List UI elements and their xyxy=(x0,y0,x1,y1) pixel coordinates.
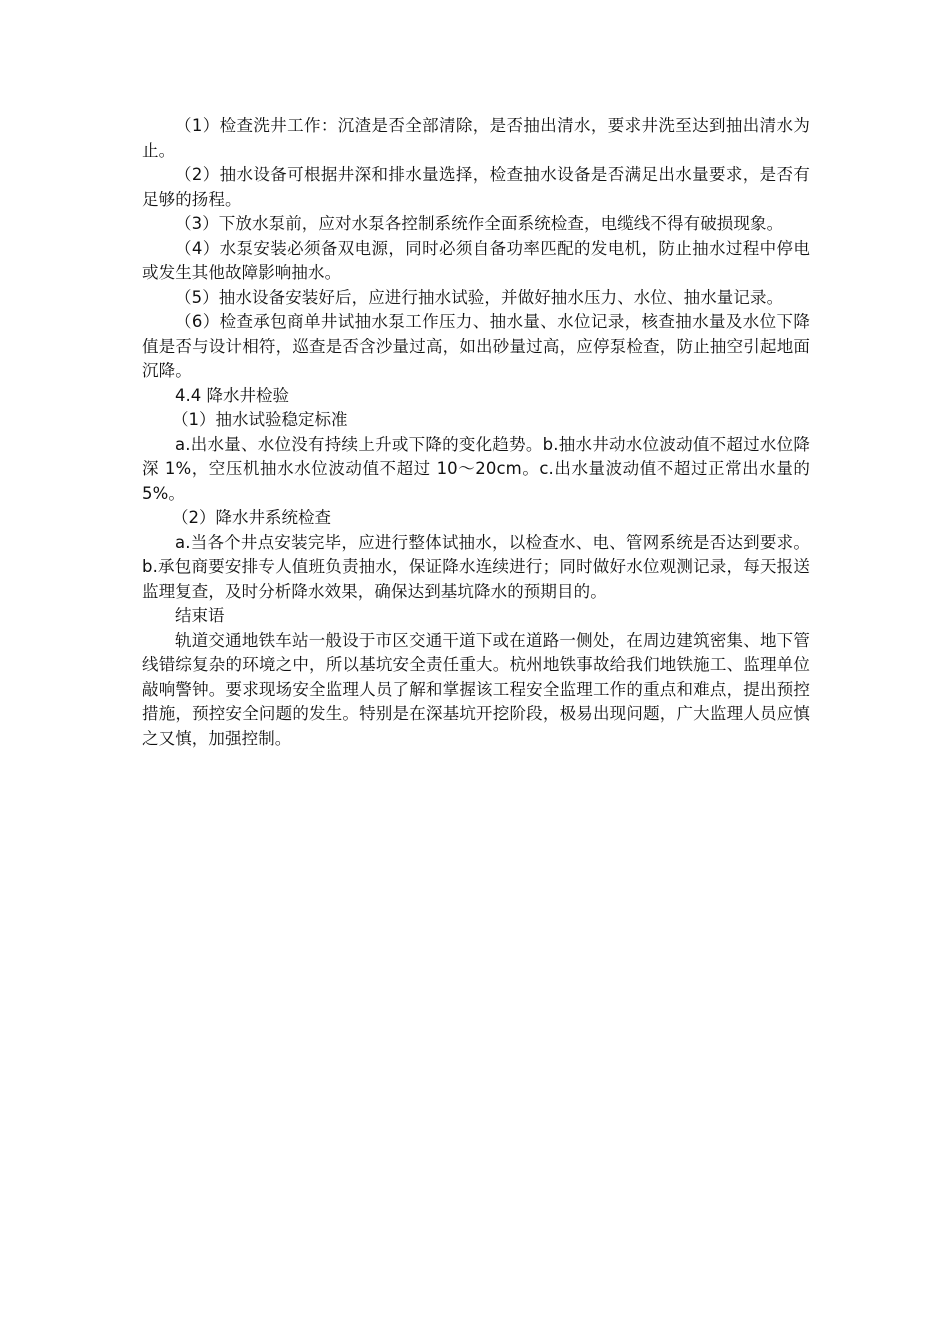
section-heading: 4.4 降水井检验 xyxy=(175,385,289,405)
subsection-heading-1: （1）抽水试验稳定标准 xyxy=(172,410,348,429)
subsection-heading-2: （2）降水井系统检查 xyxy=(172,508,331,527)
paragraph-item-5: （5）抽水设备安装好后，应进行抽水试验，并做好抽水压力、水位、抽水量记录。 xyxy=(175,287,784,307)
conclusion-heading: 结束语 xyxy=(175,606,225,625)
conclusion-text: 轨道交通地铁车站一般设于市区交通干道下或在道路一侧处，在周边建筑密集、地下管线错综复杂的环境之中，所以基坑安全责任重大。杭州地铁事故给我们地铁施工、监理单位敲响警钟。要求现场安全监理人员了解和掌握该工程安全监理工作的重点和难点，提出预控措施，预控安全问题的发生。特别是在深基坑开挖阶段，极易出现问题，广大监理人员应慎之又慎，加强控制。 xyxy=(142,630,810,748)
paragraph-item-2: （2）抽水设备可根据井深和排水量选择，检查抽水设备是否满足出水量要求，是否有足够的扬程。 xyxy=(142,165,810,209)
paragraph-item-1: （1）检查洗井工作：沉渣是否全部清除，是否抽出清水，要求井洗至达到抽出清水为止。 xyxy=(142,116,810,160)
paragraph-item-4: （4）水泵安装必须备双电源，同时必须自备功率匹配的发电机，防止抽水过程中停电或发生其他故障影响抽水。 xyxy=(142,238,810,282)
document-page xyxy=(142,114,810,751)
subsection-text-1: a.出水量、水位没有持续上升或下降的变化趋势。b.抽水井动水位波动值不超过水位降深 1%，空压机抽水水位波动值不超过 10～20cm。c.出水量波动值不超过正常出水量的 5%。 xyxy=(142,434,810,503)
paragraph-item-3: （3）下放水泵前，应对水泵各控制系统作全面系统检查，电缆线不得有破损现象。 xyxy=(175,214,784,233)
paragraph-item-6: （6）检查承包商单井试抽水泵工作压力、抽水量、水位记录，核查抽水量及水位下降值是否与设计相符，巡查是否含沙量过高，如出砂量过高，应停泵检查，防止抽空引起地面沉降。 xyxy=(142,312,810,380)
subsection-text-2: a.当各个井点安装完毕，应进行整体试抽水，以检查水、电、管网系统是否达到要求。b.承包商要安排专人值班负责抽水，保证降水连续进行；同时做好水位观测记录，每天报送监理复查，及时分析降水效果，确保达到基坑降水的预期目的。 xyxy=(142,532,810,601)
